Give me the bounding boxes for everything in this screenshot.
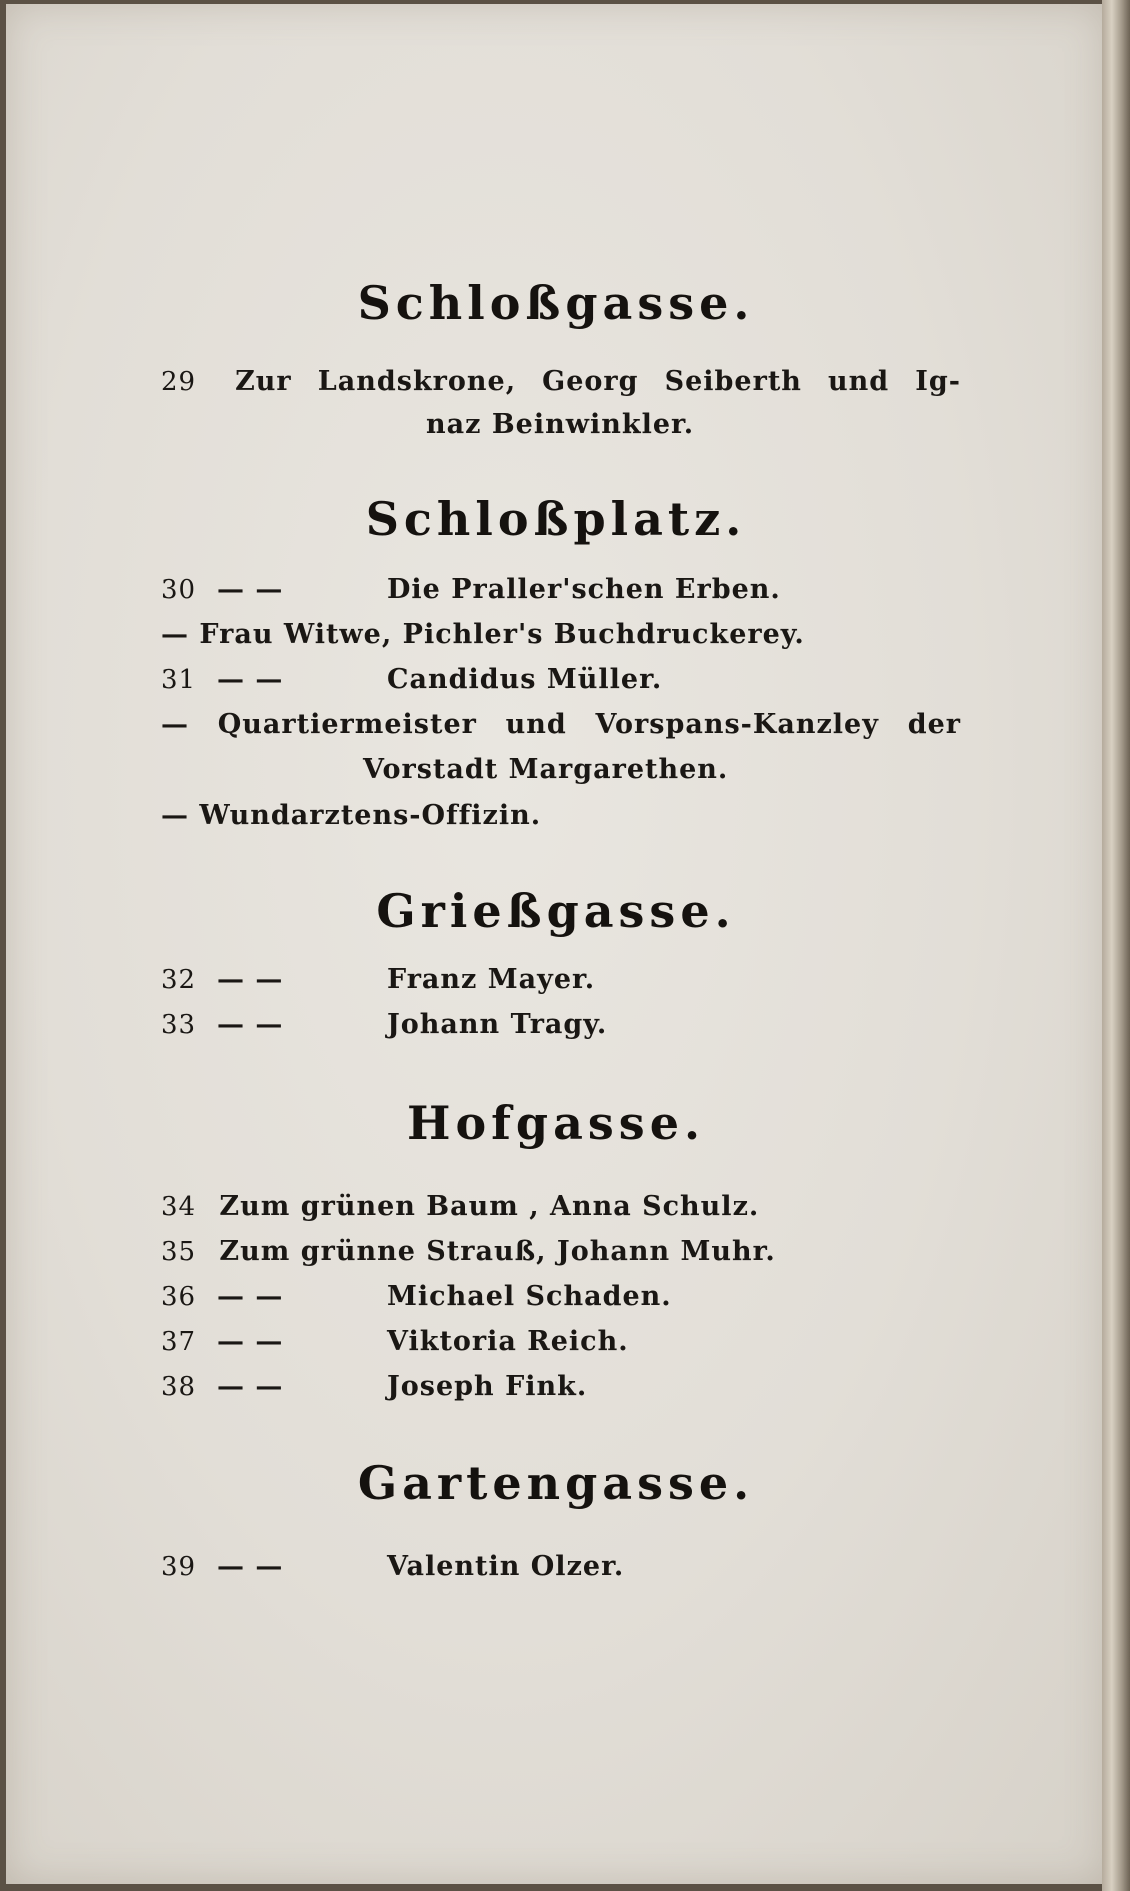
entry-text: Die Praller'schen Erben. (387, 574, 781, 605)
section-heading-schlossgasse: Schloßgasse. (357, 276, 755, 330)
entry-33 (161, 1009, 607, 1051)
entry-text: Michael Schaden. (387, 1281, 672, 1312)
house-number: 32 (161, 965, 197, 995)
house-number: 33 (161, 1010, 197, 1040)
house-number: 34 (161, 1192, 197, 1222)
house-number: 38 (161, 1372, 197, 1402)
house-number: 39 (161, 1552, 197, 1582)
ditto-dashes: — — (217, 1371, 284, 1402)
entry-39 (161, 1551, 624, 1593)
ditto-dashes: — (161, 619, 189, 650)
ditto-dashes: — — (217, 1551, 284, 1582)
section-heading-hofgasse: Hofgasse. (407, 1096, 705, 1150)
house-number: 35 (161, 1237, 197, 1267)
entry-30 (161, 574, 781, 616)
entry-text: Zum grünen Baum , Anna Schulz. (219, 1191, 760, 1222)
entry-35 (161, 1236, 776, 1278)
entry-text: Zum grünne Strauß, Johann Muhr. (219, 1236, 776, 1267)
house-number: 29 (161, 367, 197, 397)
entry-text: Joseph Fink. (387, 1371, 588, 1402)
ditto-dashes: — — (217, 664, 284, 695)
entry-34 (161, 1191, 759, 1233)
ditto-dashes: — — (217, 1281, 284, 1312)
entry-text: Franz Mayer. (387, 964, 596, 995)
ditto-dashes: — (161, 800, 189, 831)
entry-text: Candidus Müller. (387, 664, 663, 695)
entry-text: Quartiermeister und Vorspans-Kanzley der (217, 709, 961, 740)
ditto-dashes: — — (217, 1326, 284, 1357)
ditto-dashes: — — (217, 1009, 284, 1040)
entry-37 (161, 1326, 629, 1368)
section-heading-schlossplatz: Schloßplatz. (365, 492, 747, 546)
entry-text: Wundarztens-Offizin. (199, 800, 542, 831)
ditto-dashes: — (161, 709, 189, 740)
entry-29-continuation: naz Beinwinkler. (426, 409, 695, 440)
entry-text: Johann Tragy. (387, 1009, 608, 1040)
entry-36 (161, 1281, 672, 1323)
entry-31 (161, 664, 662, 706)
ditto-dashes: — — (217, 574, 284, 605)
house-number: 36 (161, 1282, 197, 1312)
entry-30-b (161, 619, 805, 661)
entry-32 (161, 964, 595, 1006)
book-page (6, 4, 1106, 1884)
house-number: 37 (161, 1327, 197, 1357)
entry-31-b (161, 709, 961, 751)
entry-text: Frau Witwe, Pichler's Buchdruckerey. (199, 619, 805, 650)
entry-31-b-continuation: Vorstadt Margarethen. (363, 754, 729, 785)
entry-29 (161, 366, 961, 408)
house-number: 30 (161, 575, 197, 605)
entry-text: Valentin Olzer. (387, 1551, 625, 1582)
entry-text: Zur Landskrone, Georg Seiberth und Ig- (235, 366, 961, 397)
book-page-edge (1102, 0, 1130, 1891)
ditto-dashes: — — (217, 964, 284, 995)
section-heading-gartengasse: Gartengasse. (357, 1456, 755, 1510)
house-number: 31 (161, 665, 197, 695)
entry-31-c (161, 800, 541, 842)
entry-text: Viktoria Reich. (387, 1326, 629, 1357)
entry-38 (161, 1371, 587, 1413)
section-heading-griessgasse: Grießgasse. (376, 884, 736, 938)
